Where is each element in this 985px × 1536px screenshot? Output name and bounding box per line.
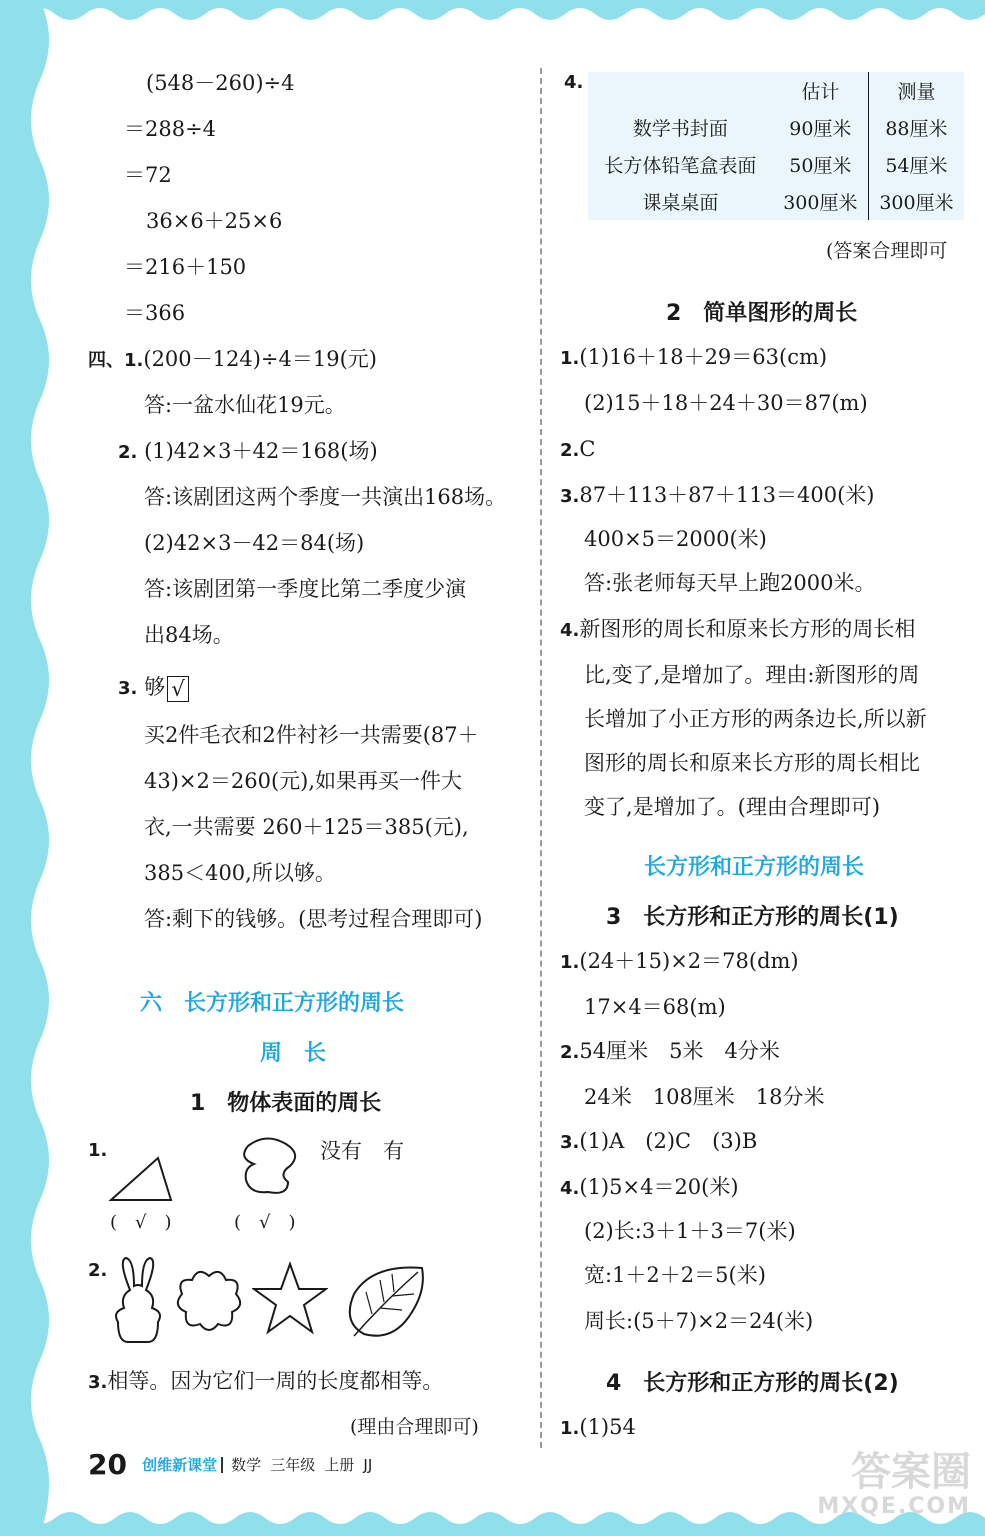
l3-q1-eq1: (24＋15)×2＝78(dm) bbox=[579, 949, 799, 973]
lesson-3-title: 3 长方形和正方形的周长(1) bbox=[606, 905, 899, 930]
l2-q1-number: 1. bbox=[560, 348, 580, 369]
table-cell: 50厘米 bbox=[789, 155, 852, 177]
lesson-4-title: 4 长方形和正方形的周长(2) bbox=[606, 1371, 899, 1396]
q3-number: 3. bbox=[118, 678, 138, 699]
l3-q1-line bbox=[560, 946, 799, 978]
l2-q3-eq1: 87＋113＋87＋113＝400(米) bbox=[579, 483, 875, 507]
l2-q1-eq1: (1)16＋18＋29＝63(cm) bbox=[579, 345, 828, 369]
l2-q4-text-5: 变了,是增加了。(理由合理即可) bbox=[584, 795, 881, 819]
l4-q1-answer: (1)54 bbox=[579, 1415, 636, 1439]
l2-q3-eq2: 400×5＝2000(米) bbox=[584, 527, 767, 551]
table-cell: 88厘米 bbox=[868, 109, 964, 146]
triangle-shape bbox=[108, 1154, 174, 1204]
q2-answer-2a: 答:该剧团第一季度比第二季度少演 bbox=[144, 577, 467, 601]
subject: 数学 bbox=[231, 1456, 262, 1474]
q3-word: 够 bbox=[144, 675, 166, 699]
l3-q3-number: 3. bbox=[560, 1132, 580, 1153]
l3-q1-eq2: 17×4＝68(m) bbox=[584, 995, 726, 1019]
book-title: 创维新课堂 bbox=[142, 1456, 218, 1474]
l3-q4-line bbox=[560, 1172, 739, 1204]
l2-q4-line bbox=[560, 614, 915, 646]
l4-q1-number: 1. bbox=[560, 1418, 580, 1439]
table-cell: 54厘米 bbox=[868, 146, 964, 183]
l3-q2-answers-2: 24米 108厘米 18分米 bbox=[584, 1085, 825, 1109]
grade: 三年级 bbox=[270, 1456, 316, 1474]
l3-q4-eq2: (2)长:3＋1＋3＝7(米) bbox=[584, 1219, 796, 1243]
l2-q2-answer: C bbox=[579, 437, 596, 461]
q2-number: 2. bbox=[118, 442, 138, 463]
q3-reason-3: 衣,一共需要 260＋125＝385(元), bbox=[144, 815, 469, 839]
section-four-q1 bbox=[88, 344, 377, 376]
star-shape bbox=[252, 1260, 328, 1336]
l2-q4-text-3: 长增加了小正方形的两条边长,所以新 bbox=[584, 707, 927, 731]
l2-q1-line bbox=[560, 342, 827, 374]
table-header-row bbox=[588, 72, 964, 109]
l4-q1-line bbox=[560, 1412, 636, 1444]
l3-q4-eq4: 周长:(5＋7)×2＝24(米) bbox=[584, 1309, 814, 1333]
footer-separator bbox=[221, 1457, 223, 1473]
l2-q2-line bbox=[560, 434, 595, 466]
l2-q2-number: 2. bbox=[560, 440, 580, 461]
table-row bbox=[588, 183, 964, 220]
table-cell: 90厘米 bbox=[789, 118, 852, 140]
l1-q2-number: 2. bbox=[88, 1260, 108, 1281]
rabbit-shape bbox=[108, 1256, 168, 1348]
q3-line bbox=[118, 672, 189, 704]
calc-line: ＝216＋150 bbox=[124, 255, 247, 279]
l1-q3-number: 3. bbox=[88, 1372, 108, 1393]
l3-q3-line bbox=[560, 1126, 757, 1158]
watermark-url: MXQE.COM bbox=[817, 1494, 971, 1519]
calc-line: (548－260)÷4 bbox=[146, 71, 295, 95]
table-note: (答案合理即可 bbox=[826, 240, 948, 262]
l3-q2-answers-1: 54厘米 5米 4分米 bbox=[579, 1039, 780, 1063]
l3-q4-eq3: 宽:1＋2＋2＝5(米) bbox=[584, 1263, 766, 1287]
flower-shape bbox=[176, 1268, 242, 1334]
section-title-right: 长方形和正方形的周长 bbox=[644, 855, 865, 880]
table-header-cell bbox=[588, 72, 773, 109]
page-footer bbox=[88, 1448, 372, 1481]
lesson-1-title: 1 物体表面的周长 bbox=[190, 1091, 382, 1116]
table-row bbox=[588, 109, 964, 146]
chapter-title: 六 长方形和正方形的周长 bbox=[140, 991, 405, 1016]
table-cell: 长方体铅笔盒表面 bbox=[604, 155, 757, 177]
volume: 上册 bbox=[324, 1456, 355, 1474]
watermark-logo: 答案圈 bbox=[851, 1449, 971, 1495]
l2-q4-text-4: 图形的周长和原来长方形的周长相比 bbox=[584, 751, 920, 775]
q2-answer-1: 答:该剧团这两个季度一共演出168场。 bbox=[144, 485, 507, 509]
l3-q2-line bbox=[560, 1036, 780, 1068]
q1-answer: 答:一盆水仙花19元。 bbox=[144, 393, 346, 417]
q2-line bbox=[118, 436, 378, 468]
q1-equation: (200－124)÷4＝19(元) bbox=[143, 347, 377, 371]
check-box: √ bbox=[167, 676, 189, 702]
l2-q4-number: 4. bbox=[560, 620, 580, 641]
q2-answer-2b: 出84场。 bbox=[144, 623, 234, 647]
l2-q4-text-2: 比,变了,是增加了。理由:新图形的周 bbox=[584, 663, 920, 687]
l2-q4-text-1: 新图形的周长和原来长方形的周长相 bbox=[579, 617, 916, 641]
leaf-shape bbox=[342, 1264, 428, 1340]
table-header-cell: 估计 bbox=[801, 81, 840, 103]
lesson-2-title: 2 简单图形的周长 bbox=[666, 301, 858, 326]
l1-q3-line bbox=[88, 1366, 443, 1398]
table-row bbox=[588, 146, 964, 183]
q2-equation-2: (2)42×3－42＝84(场) bbox=[144, 531, 365, 555]
q4-number: 4. bbox=[564, 72, 584, 93]
l1-q3-answer: 相等。因为它们一周的长度都相等。 bbox=[107, 1369, 444, 1393]
l1-q1-number: 1. bbox=[88, 1140, 108, 1161]
wave-border-left bbox=[0, 0, 70, 1536]
edition: JJ bbox=[363, 1455, 373, 1474]
l1-q1-labels: 没有 有 bbox=[320, 1139, 404, 1163]
calc-line: 36×6＋25×6 bbox=[146, 209, 283, 233]
table-cell: 数学书封面 bbox=[632, 118, 728, 140]
section-title: 周 长 bbox=[260, 1041, 327, 1066]
q3-reason-2: 43)×2＝260(元),如果再买一件大 bbox=[144, 769, 463, 793]
l3-q2-number: 2. bbox=[560, 1042, 580, 1063]
l3-q1-number: 1. bbox=[560, 952, 580, 973]
table-cell: 300厘米 bbox=[783, 192, 858, 214]
q3-reason-4: 385＜400,所以够。 bbox=[144, 861, 336, 885]
l2-q3-answer: 答:张老师每天早上跑2000米。 bbox=[584, 571, 876, 595]
calc-line: ＝366 bbox=[124, 301, 186, 325]
section-four-label: 四、1. bbox=[88, 350, 144, 371]
mark-left: ( √ ) bbox=[110, 1212, 172, 1233]
l2-q3-line bbox=[560, 480, 874, 512]
l3-q4-eq1: (1)5×4＝20(米) bbox=[579, 1175, 739, 1199]
l1-q3-note: (理由合理即可) bbox=[350, 1416, 479, 1438]
l3-q4-number: 4. bbox=[560, 1178, 580, 1199]
measure-table bbox=[588, 72, 964, 220]
calc-line: ＝72 bbox=[124, 163, 172, 187]
calc-line: ＝288÷4 bbox=[124, 117, 217, 141]
q3-answer: 答:剩下的钱够。(思考过程合理即可) bbox=[144, 907, 483, 931]
l2-q1-eq2: (2)15＋18＋24＋30＝87(m) bbox=[584, 391, 868, 415]
table-cell: 300厘米 bbox=[868, 183, 964, 220]
mark-right: ( √ ) bbox=[234, 1212, 296, 1233]
l2-q3-number: 3. bbox=[560, 486, 580, 507]
q2-equation-1: (1)42×3＋42＝168(场) bbox=[144, 439, 378, 463]
watermark bbox=[817, 1450, 971, 1519]
wave-border-top bbox=[0, 0, 985, 40]
table-header-cell: 测量 bbox=[868, 72, 964, 109]
q3-reason-1: 买2件毛衣和2件衬衫一共需要(87＋ bbox=[144, 723, 479, 747]
l3-q3-answers: (1)A (2)C (3)B bbox=[579, 1129, 758, 1153]
blob-shape bbox=[236, 1136, 302, 1198]
page-number: 20 bbox=[88, 1448, 127, 1481]
column-divider bbox=[540, 68, 542, 1448]
table-cell: 课桌桌面 bbox=[642, 192, 719, 214]
